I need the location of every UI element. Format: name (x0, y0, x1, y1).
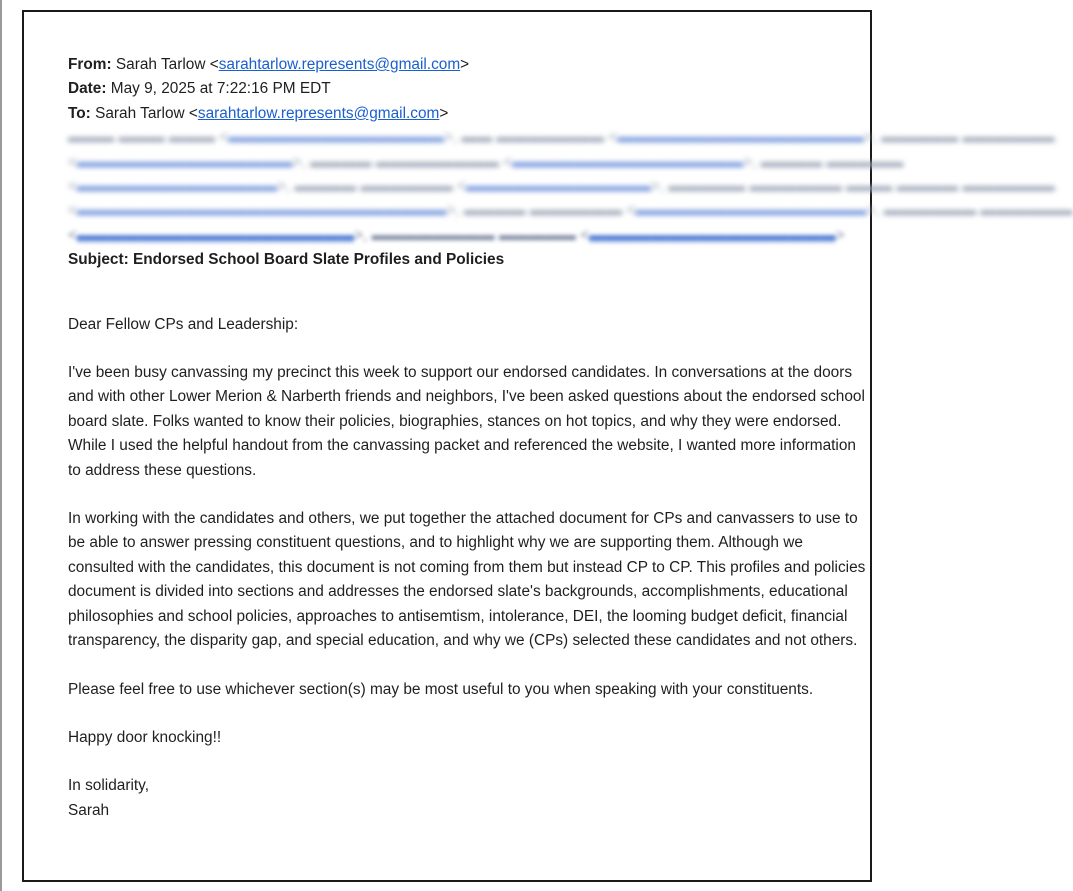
subject-label: Subject: (68, 251, 129, 269)
email-document (22, 10, 1073, 882)
to-email-link[interactable]: sarahtarlow.represents@gmail.com (197, 104, 440, 122)
body-paragraph-1: I've been busy canvassing my precinct this week to support our endorsed candidates. In conversations at the doors and with other Lower Merion & Narberth friends and neighbors, I've been asked questions about the endorsed school board slate. Folks wanted to know their policies, biographies, stances on hot topics, and why they were endorsed. While I used the helpful handout from the canvassing packet and referenced the website, I wanted more information to address these questions. (68, 364, 865, 479)
redacted-line: ▬▬▬ ▬▬▬ ▬▬▬ <▬▬▬▬▬▬▬▬▬▬▬▬▬▬>, ▬▬ ▬▬▬▬▬▬▬ <▬▬▬▬▬▬▬▬▬▬▬▬▬▬▬▬>, ▬▬▬▬▬ ▬▬▬▬▬▬ (68, 129, 1055, 147)
from-name: Sarah Tarlow (115, 56, 206, 73)
subject-value: Endorsed School Board Slate Profiles and Policies (133, 251, 505, 269)
left-frame-edge (0, 0, 6, 891)
redacted-line: <▬▬▬▬▬▬▬▬▬▬▬▬▬▬▬▬▬▬▬▬▬▬▬▬>, ▬▬▬▬ ▬▬▬▬▬▬ <▬▬▬▬▬▬▬▬▬▬▬▬▬▬▬>, ▬▬▬▬▬▬ ▬▬▬▬▬▬ (68, 202, 1073, 220)
from-email-link[interactable]: sarahtarlow.represents@gmail.com (218, 56, 461, 73)
date-label: Date: (68, 80, 107, 98)
greeting: Dear Fellow CPs and Leadership: (68, 315, 299, 333)
redacted-recipients (68, 126, 1073, 224)
body-paragraph-2: In working with the candidates and others, we put together the attached document for CPs and canvassers to use to be able to answer pressing constituent questions, and to highlight why we are supporting them. Although we consulted with the candidates, this document is not coming from them but instead CP to CP. This profiles and policies document is divided into sections and addresses the endorsed slate's backgrounds, accomplishments, educational philosophies and school policies, approaches to antisemtism, intolerance, DEI, the looming budget deficit, financial transparency, the disparity gap, and special education, and why we (CPs) selected these candidates and not others. (68, 510, 866, 650)
to-label: To: (68, 104, 91, 122)
date-line (68, 77, 868, 101)
from-label: From: (68, 56, 112, 73)
redacted-line: <▬▬▬▬▬▬▬▬▬▬▬▬▬>, ▬▬▬▬ ▬▬▬▬▬▬ <▬▬▬▬▬▬▬▬▬▬▬▬>, ▬▬▬▬▬ ▬▬▬▬▬▬ ▬▬▬ ▬▬▬▬ ▬▬▬▬▬▬ (68, 178, 1055, 196)
closing-line: Happy door knocking!! (68, 728, 222, 746)
email-content (68, 53, 1073, 823)
subject-line (68, 248, 868, 272)
date-value: May 9, 2025 at 7:22:16 PM EDT (110, 80, 331, 98)
to-line: To: Sarah Tarlow <sarahtarlow.represents@gmail.com> (68, 104, 449, 122)
redacted-recipients-partial: <▬▬▬▬▬▬▬▬▬▬▬▬▬▬▬▬▬▬>, ▬▬▬▬▬▬▬▬ ▬▬▬▬▬ <▬▬▬▬▬▬▬▬▬▬▬▬▬▬▬▬> (68, 226, 845, 244)
body-paragraph-3: Please feel free to use whichever section(s) may be most useful to you when speaking with your constituents. (68, 680, 814, 698)
to-name: Sarah Tarlow (95, 104, 185, 122)
signoff: In solidarity, (68, 777, 149, 795)
from-line: From: Sarah Tarlow <sarahtarlow.represents@gmail.com> (68, 56, 470, 73)
signature: Sarah (68, 801, 110, 819)
redacted-line: <▬▬▬▬▬▬▬▬▬▬▬▬▬▬>, ▬▬▬▬ ▬▬▬▬▬▬▬▬ <▬▬▬▬▬▬▬▬▬▬▬▬▬▬▬>, ▬▬▬▬ ▬▬▬▬▬ (68, 153, 904, 171)
